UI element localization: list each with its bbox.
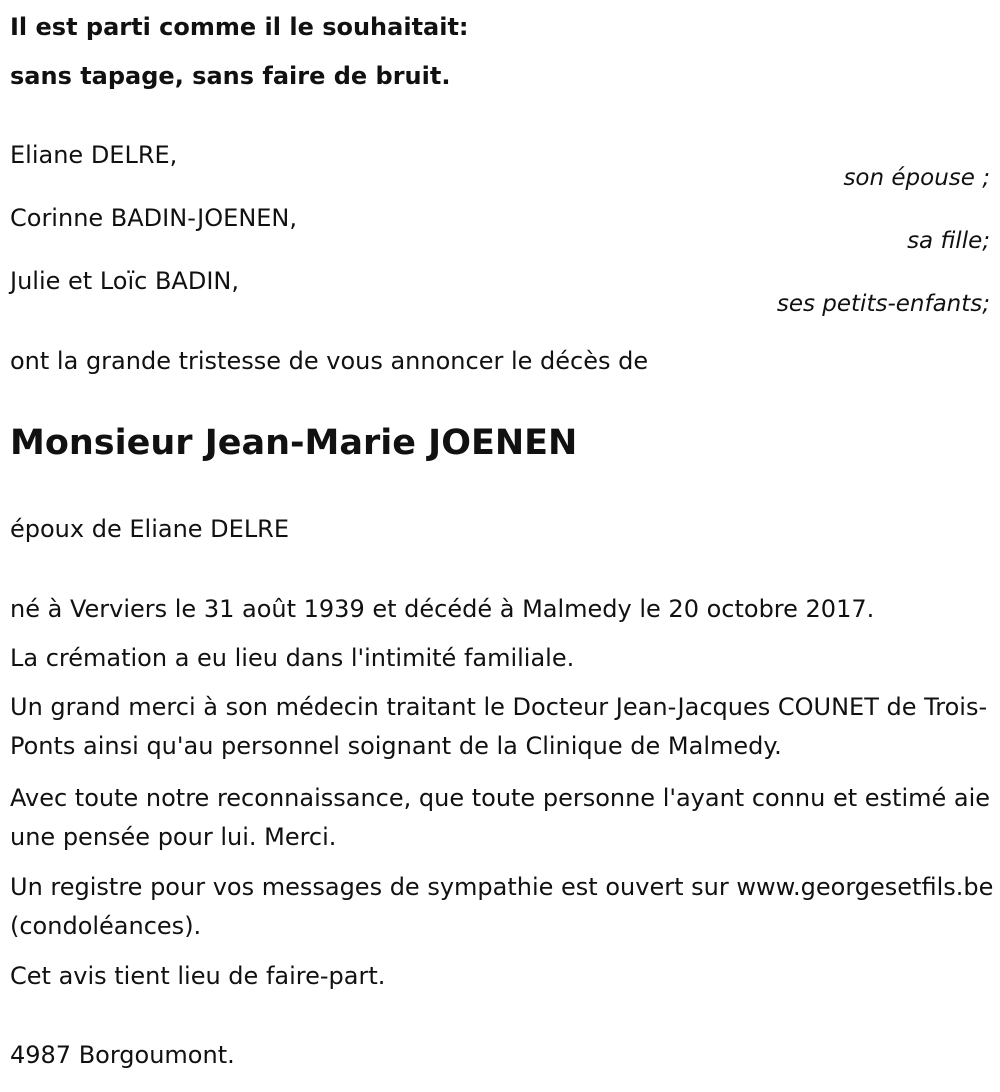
gratitude-paragraph: Avec toute notre reconnaissance, que toute personne l'ayant connu et estimé aie une pensée pour lui. Merci. xyxy=(10,784,991,851)
announcement-text: ont la grande tristesse de vous annoncer le décès de xyxy=(10,347,649,375)
family-member-name-2: Corinne BADIN-JOENEN, xyxy=(10,204,298,232)
thanks-paragraph: Un grand merci à son médecin traitant le Docteur Jean-Jacques COUNET de Trois-Ponts ainsi qu'au personnel soignant de la Clinique de Malmedy. xyxy=(10,693,988,760)
spouse-line: époux de Eliane DELRE xyxy=(10,515,290,543)
cremation-paragraph: La crémation a eu lieu dans l'intimité familiale. xyxy=(10,644,575,672)
register-paragraph: Un registre pour vos messages de sympathie est ouvert sur www.georgesetfils.be (condoléances). xyxy=(10,873,994,940)
family-member-relation-3: ses petits-enfants; xyxy=(776,291,990,317)
notice-note-paragraph: Cet avis tient lieu de faire-part. xyxy=(10,962,386,990)
address-line: 4987 Borgoumont. xyxy=(10,1041,235,1069)
family-member-relation-2: sa fille; xyxy=(907,228,990,254)
family-member-relation-1: son épouse ; xyxy=(843,165,990,191)
family-member-name-3: Julie et Loïc BADIN, xyxy=(10,267,239,295)
deceased-name: Monsieur Jean-Marie JOENEN xyxy=(10,423,578,463)
epigraph-line-1: Il est parti comme il le souhaitait: xyxy=(10,13,469,41)
family-member-name-1: Eliane DELRE, xyxy=(10,141,178,169)
epigraph-line-2: sans tapage, sans faire de bruit. xyxy=(10,62,451,90)
birth-death-paragraph: né à Verviers le 31 août 1939 et décédé à Malmedy le 20 octobre 2017. xyxy=(10,595,875,623)
